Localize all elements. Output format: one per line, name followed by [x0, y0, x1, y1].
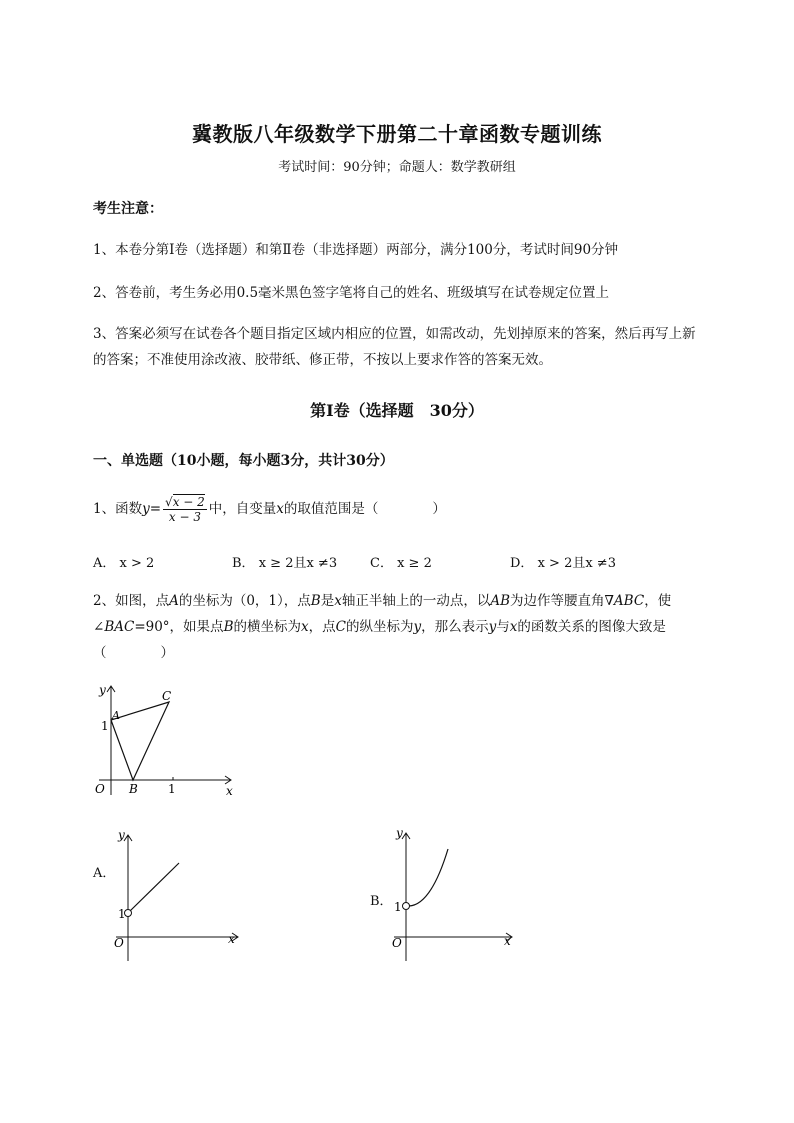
q2-point-b: B [310, 593, 321, 609]
q2-text: ，使 [644, 593, 672, 609]
part-title: 一、单选题（10小题，每小题3分，共计30分） [93, 453, 394, 469]
q1-suffix-b: 的取值范围是（ ） [283, 501, 446, 517]
q1-option-d[interactable] [510, 552, 616, 571]
q2-point-c: C [335, 619, 346, 635]
q2-figure [85, 680, 255, 805]
option-label: D． [510, 556, 534, 571]
option-text: x > 2且x ≠3 [537, 556, 616, 571]
q2-angle-symbol: ∠ [93, 619, 105, 635]
q2-text: 为边作等腰直角 [510, 593, 605, 609]
q2-text: 的函数关系的图像大致是 [517, 619, 666, 635]
q2-point-b: B [223, 619, 234, 635]
q2-text: 是 [320, 593, 335, 609]
q1-fraction [163, 495, 207, 524]
q2-x: x [334, 593, 342, 609]
graph-option-b-label[interactable]: B． [370, 894, 393, 909]
notice-item-2: 2、答卷前，考生务必用0.5毫米黑色签字笔将自己的姓名、班级填写在试卷规定位置上 [93, 285, 610, 301]
label-y: y [396, 826, 403, 840]
graph-option-a-label[interactable]: A． [93, 866, 116, 881]
label-one-y: 1 [101, 719, 109, 733]
q1-suffix-a: 中，自变量 [208, 501, 277, 517]
q2-y: y [413, 619, 422, 635]
notice-item-3-cont: 的答案；不准使用涂改液、胶带纸、修正带，不按以上要求作答的答案无效。 [93, 352, 552, 368]
question-1 [93, 495, 446, 524]
q1-option-b[interactable] [232, 552, 337, 571]
q2-segment-ab: AB [490, 593, 510, 609]
q2-text: 的横坐标为 [233, 619, 301, 635]
q2-text: 轴正半轴上的一动点，以 [341, 593, 491, 609]
option-text: x > 2 [119, 556, 155, 571]
q2-text: 的坐标为（0，1），点 [178, 593, 311, 609]
label-b: B [129, 782, 138, 796]
q2-text: ，点 [308, 619, 336, 635]
q2-triangle: ∇ABC [604, 593, 645, 609]
q2-text: =90°，如果点 [134, 619, 224, 635]
question-2-line-1 [93, 588, 671, 614]
notice-item-1: 1、本卷分第I卷（选择题）和第Ⅱ卷（非选择题）两部分，满分100分，考试时间90分钟 [93, 242, 619, 258]
label-one-x: 1 [168, 782, 176, 796]
label-x: x [228, 932, 235, 946]
q1-y: y [142, 501, 150, 517]
option-label: C． [370, 556, 393, 571]
label-y: y [118, 828, 125, 842]
option-text: x ≥ 2且x ≠3 [258, 556, 338, 571]
q1-option-a[interactable] [93, 552, 154, 571]
q1-numerator: √x − 2 [165, 495, 205, 509]
option-label: A． [93, 556, 116, 571]
label-one: 1 [118, 907, 126, 921]
question-2-line-3: （ ） [93, 645, 174, 661]
graph-option-b[interactable] [386, 825, 526, 965]
label-a: A [112, 709, 120, 722]
label-y: y [99, 683, 106, 697]
notice-heading: 考生注意： [93, 201, 163, 217]
q1-option-c[interactable] [370, 552, 432, 571]
q1-denominator: x − 3 [168, 510, 201, 524]
q2-x: x [300, 619, 309, 635]
option-text: x ≥ 2 [397, 556, 432, 571]
graph-line [130, 863, 179, 911]
q2-text: 2、如图，点 [93, 593, 170, 609]
notice-item-3: 3、答案必须写在试卷各个题目指定区域内相应的位置，如需改动，先划掉原来的答案，然后再写上新 [93, 326, 696, 342]
question-2-line-2 [93, 614, 666, 640]
q1-numerator-text: x − 2 [172, 495, 205, 509]
graph-option-a[interactable] [108, 825, 248, 965]
page-title: 冀教版八年级数学下册第二十章函数专题训练 [192, 122, 602, 146]
q2-y: y [488, 619, 497, 635]
label-one: 1 [394, 900, 402, 914]
exam-subtitle: 考试时间：90分钟；命题人：数学教研组 [278, 160, 516, 175]
label-x: x [504, 934, 511, 948]
label-c: C [162, 689, 172, 703]
q2-angle: BAC [104, 619, 135, 635]
q2-text: 与 [496, 619, 510, 635]
graph-curve [409, 849, 448, 906]
q2-x: x [509, 619, 518, 635]
option-label: B． [232, 556, 255, 571]
label-origin: O [95, 782, 105, 796]
label-origin: O [114, 936, 124, 950]
q1-eq: = [149, 501, 162, 517]
q2-point-a: A [169, 593, 179, 609]
label-origin: O [392, 936, 402, 950]
q1-x: x [276, 501, 284, 517]
q2-text: 的纵坐标为 [345, 619, 414, 635]
section-title: 第I卷（选择题 30分） [310, 401, 484, 420]
q2-text: ，那么表示 [421, 619, 489, 635]
open-point [403, 903, 410, 910]
label-x: x [226, 784, 233, 798]
q1-prefix: 1、函数 [93, 501, 143, 517]
